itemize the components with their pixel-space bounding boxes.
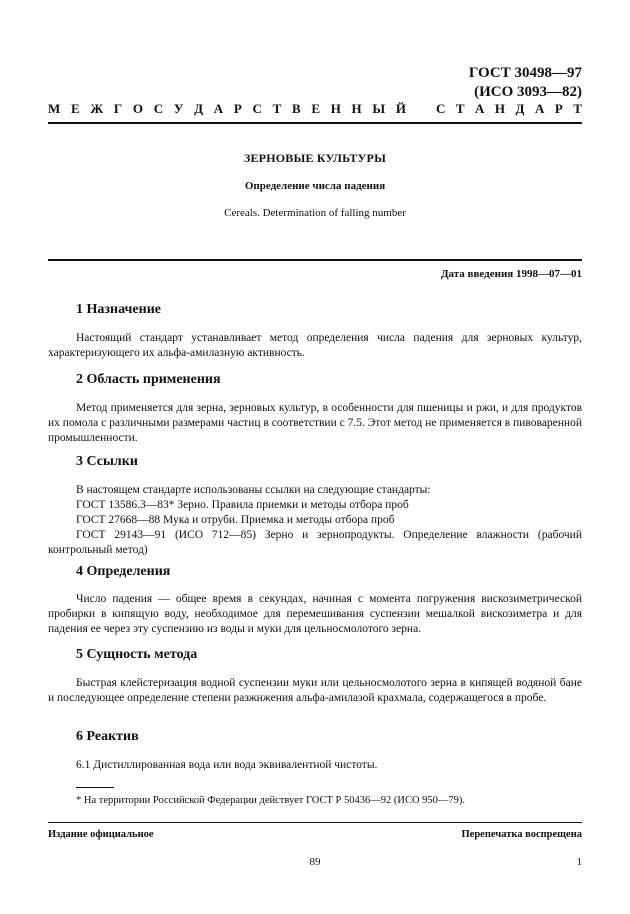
letter: А xyxy=(213,101,224,116)
heading-word1 xyxy=(48,101,406,117)
title-rule xyxy=(48,259,582,261)
letter: С xyxy=(436,101,446,116)
letter: А xyxy=(534,101,545,116)
section-heading-definitions: 4 Определения xyxy=(76,564,171,579)
section-text-definitions: Число падения — общее время в секундах, начиная с момента погружения вискозиметрической пробирки в кипящую воду, необходимое для перемешивания суспензии мешалкой вискозиметра и для падения ее через эту суспензию из воды и муки для цельносмолотого зерна. xyxy=(48,593,582,635)
letter: С xyxy=(153,101,164,116)
effective-date: Дата введения 1998—07—01 xyxy=(440,268,582,280)
interstate-standard-heading xyxy=(48,101,582,117)
heading-word2 xyxy=(436,101,582,117)
page-number: 89 xyxy=(309,856,321,868)
section-heading-references: 3 Ссылки xyxy=(76,454,138,469)
letter: Й xyxy=(395,101,406,116)
document-title: ЗЕРНОВЫЕ КУЛЬТУРЫ xyxy=(243,151,387,165)
gost-number: ГОСТ 30498—97 xyxy=(468,65,582,81)
letter: Е xyxy=(70,101,80,116)
reference-item: ГОСТ 13586.3—83* Зерно. Правила приемки и методы отбора проб xyxy=(76,499,409,511)
footnote: * На территории Российской Федерации действует ГОСТ Р 50436—92 (ИСО 950—79). xyxy=(76,795,466,806)
letter: Р xyxy=(554,101,563,116)
section-text-scope: Метод применяется для зерна, зерновых культур, в особенности для пшеницы и ржи, и для продуктов их помола с различными размерами частиц в соответствии с 7.5. Этот метод не применяется в пивоваренной промышленности. xyxy=(48,402,582,444)
letter: Р xyxy=(233,101,242,116)
document-title-english: Cereals. Determination of falling number xyxy=(224,207,406,219)
letter: Ж xyxy=(90,101,104,116)
letter: А xyxy=(475,101,485,116)
section-text-principle: Быстрая клейстеризация водной суспензии муки или цельносмолотого зерна в кипящей водяной бане и последующее определение степени разжижения альфа-амилазой крахмала, содержащегося в пробе. xyxy=(48,677,582,704)
letter: М xyxy=(48,101,61,116)
footer-rule xyxy=(48,822,582,823)
references-intro: В настоящем стандарте использованы ссылки на следующие стандарты: xyxy=(76,484,431,496)
section-heading-principle: 5 Сущность метода xyxy=(76,647,198,662)
section-heading-reagent: 6 Реактив xyxy=(76,729,139,744)
letter: В xyxy=(291,101,301,116)
official-edition-label: Издание официальное xyxy=(48,829,154,840)
letter: Г xyxy=(113,101,123,116)
letter: Е xyxy=(311,101,320,116)
letter: Т xyxy=(573,101,582,116)
footnote-rule xyxy=(76,787,114,788)
section-heading-purpose: 1 Назначение xyxy=(76,302,161,317)
section-heading-scope: 2 Область применения xyxy=(76,372,221,387)
document-subtitle: Определение числа падения xyxy=(244,180,386,192)
sheet-number: 1 xyxy=(576,856,582,868)
letter: Ы xyxy=(372,101,386,116)
section-text-reagent: 6.1 Дистиллированная вода или вода эквивалентной чистоты. xyxy=(76,759,378,771)
reprint-prohibited-label: Перепечатка воспрещена xyxy=(461,829,582,840)
letter: Т xyxy=(272,101,282,116)
letter: Н xyxy=(494,101,506,116)
letter: Н xyxy=(330,101,341,116)
letter: У xyxy=(173,101,184,116)
letter: Д xyxy=(515,101,525,116)
letter: Н xyxy=(351,101,362,116)
section-text-purpose: Настоящий стандарт устанавливает метод определения числа падения для зерновых культур, характеризующего их альфа-амилазную активность. xyxy=(48,332,582,359)
iso-number: (ИСО 3093—82) xyxy=(474,84,582,100)
header-rule xyxy=(48,122,582,124)
reference-item: ГОСТ 27668—88 Мука и отруби. Приемка и методы отбора проб xyxy=(76,514,395,526)
letter: С xyxy=(252,101,262,116)
letter: О xyxy=(132,101,144,116)
letter: Т xyxy=(455,101,465,116)
reference-item: ГОСТ 29143—91 (ИСО 712—85) Зерно и зернопродукты. Определение влажности (рабочий контрольный метод) xyxy=(48,529,582,556)
letter: Д xyxy=(194,101,204,116)
